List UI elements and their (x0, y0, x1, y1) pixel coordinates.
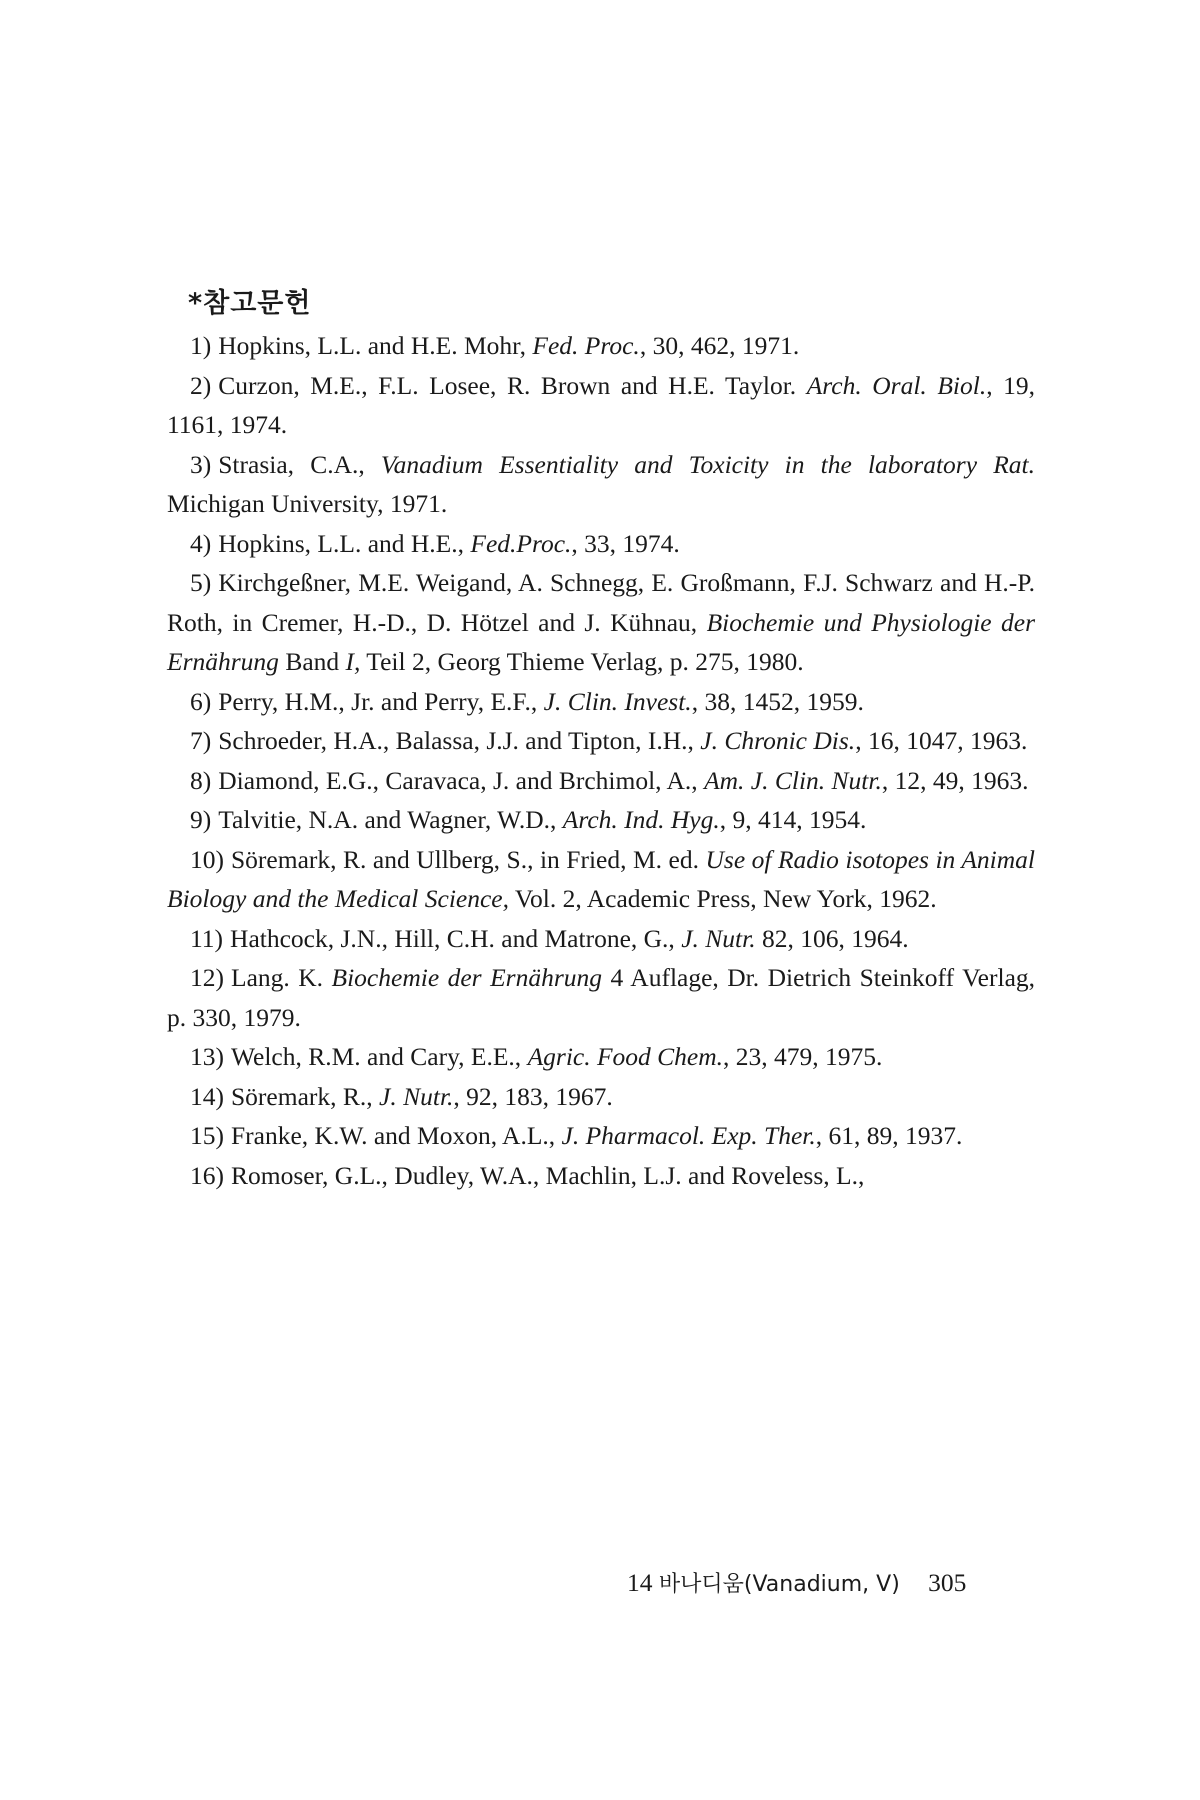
reference-number: 14) (190, 1081, 224, 1111)
reference-10 (167, 840, 1035, 919)
reference-6 (167, 682, 1035, 722)
reference-16 (167, 1156, 1035, 1196)
reference-journal: J. Pharmacol. Exp. Ther. (561, 1121, 816, 1150)
reference-title: Vanadium Essentiality and Toxicity in the laboratory Rat. (380, 449, 1035, 479)
page-footer (627, 1567, 966, 1601)
reference-journal: J. Nutr. (681, 923, 756, 953)
reference-number: 11) (190, 923, 224, 953)
reference-number: 15) (190, 1121, 224, 1150)
reference-7 (167, 721, 1035, 761)
reference-volume: I, (345, 647, 361, 676)
reference-authors: Curzon, M.E., F.L. Losee, R. Brown and H.E. Taylor. (218, 370, 807, 400)
reference-details: , 61, 89, 1937. (815, 1121, 963, 1150)
reference-1 (167, 326, 1035, 366)
reference-title: Biochemie der Ernährung (331, 963, 602, 992)
reference-4 (167, 524, 1035, 564)
reference-number: 12) (190, 963, 224, 992)
reference-8 (167, 761, 1035, 801)
reference-number: 6) (190, 686, 212, 716)
reference-details: , 12, 49, 1963. (881, 765, 1029, 795)
reference-details: , 16, 1047, 1963. (855, 726, 1028, 755)
reference-journal: Agric. Food Chem. (527, 1042, 724, 1071)
reference-details: , 30, 462, 1971. (639, 331, 800, 360)
reference-number: 5) (190, 568, 212, 597)
reference-details: , 92, 183, 1967. (453, 1081, 613, 1111)
reference-authors: Hathcock, J.N., Hill, C.H. and Matrone, G., (230, 923, 682, 953)
reference-9 (167, 800, 1035, 840)
reference-details: Band (278, 647, 346, 676)
reference-number: 9) (190, 805, 212, 834)
reference-15 (167, 1116, 1035, 1156)
reference-authors: Kirchgeßner, M.E. Weigand, A. Schnegg, E. Großmann, F.J. Schwarz and H.-P. Roth, in Cremer, H.-D., D. Hötzel and J. Kühnau, (167, 568, 1035, 637)
reference-number: 10) (190, 844, 224, 874)
reference-title: Use of Radio isotopes in Animal Biology and the Medical Science, (167, 844, 1036, 913)
reference-journal: J. Clin. Invest. (543, 686, 692, 716)
chapter-title: 바나디움(Vanadium, V) (658, 1572, 900, 1597)
reference-details: , 33, 1974. (571, 528, 680, 558)
reference-number: 3) (190, 449, 212, 479)
reference-journal: Am. J. Clin. Nutr. (704, 765, 882, 795)
reference-number: 1) (190, 331, 212, 360)
reference-authors: Lang. K. (231, 963, 332, 992)
reference-14 (167, 1077, 1035, 1117)
reference-authors: Schroeder, H.A., Balassa, J.J. and Tipton, I.H., (218, 726, 701, 755)
reference-authors: Perry, H.M., Jr. and Perry, E.F., (218, 686, 544, 716)
reference-3 (167, 445, 1035, 524)
reference-authors: Hopkins, L.L. and H.E., (218, 528, 471, 558)
reference-authors: Romoser, G.L., Dudley, W.A., Machlin, L.J. and Roveless, L., (231, 1160, 865, 1190)
page-number: 305 (928, 1568, 967, 1597)
chapter-number: 14 (627, 1568, 653, 1597)
reference-authors: Franke, K.W. and Moxon, A.L., (231, 1121, 562, 1150)
reference-number: 8) (190, 765, 212, 795)
reference-details: , 9, 414, 1954. (719, 805, 867, 834)
reference-journal: Fed. Proc. (532, 331, 640, 360)
reference-authors: Diamond, E.G., Caravaca, J. and Brchimol, A., (218, 765, 705, 795)
reference-number: 4) (190, 528, 212, 558)
reference-details: , 19, 1161, 1974. (167, 370, 1036, 439)
reference-details: 4 Auflage, Dr. Dietrich Steinkoff Verlag, p. 330, 1979. (167, 963, 1036, 1032)
reference-details: , 38, 1452, 1959. (691, 686, 864, 716)
reference-number: 13) (190, 1042, 224, 1071)
reference-number: 7) (190, 726, 212, 755)
reference-authors: Strasia, C.A., (218, 449, 381, 479)
reference-publisher: Teil 2, Georg Thieme Verlag, p. 275, 1980. (360, 647, 804, 676)
reference-authors: Hopkins, L.L. and H.E. Mohr, (218, 331, 533, 360)
reference-journal: Fed.Proc. (470, 528, 572, 558)
reference-journal: Arch. Ind. Hyg. (562, 805, 720, 834)
reference-2 (167, 366, 1035, 445)
reference-authors: Söremark, R., (231, 1081, 380, 1111)
reference-list (167, 326, 1035, 1195)
reference-12 (167, 958, 1035, 1037)
reference-details: Vol. 2, Academic Press, New York, 1962. (509, 884, 937, 913)
reference-journal: J. Nutr. (379, 1081, 454, 1111)
reference-details: , 23, 479, 1975. (723, 1042, 883, 1071)
reference-details: 82, 106, 1964. (755, 923, 909, 953)
reference-journal: Arch. Oral. Biol. (806, 370, 987, 400)
reference-authors: Welch, R.M. and Cary, E.E., (231, 1042, 528, 1071)
reference-5 (167, 563, 1035, 682)
reference-journal: J. Chronic Dis. (700, 726, 856, 755)
reference-11 (167, 919, 1035, 959)
reference-number: 2) (190, 370, 212, 400)
reference-authors: Talvitie, N.A. and Wagner, W.D., (218, 805, 563, 834)
reference-title: Biochemie und Physiologie der Ernährung (167, 607, 1035, 676)
reference-number: 16) (190, 1160, 224, 1190)
reference-13 (167, 1037, 1035, 1077)
section-title: *참고문헌 (188, 288, 312, 319)
reference-details: Michigan University, 1971. (167, 489, 448, 518)
reference-authors: Söremark, R. and Ullberg, S., in Fried, M. ed. (231, 844, 706, 874)
